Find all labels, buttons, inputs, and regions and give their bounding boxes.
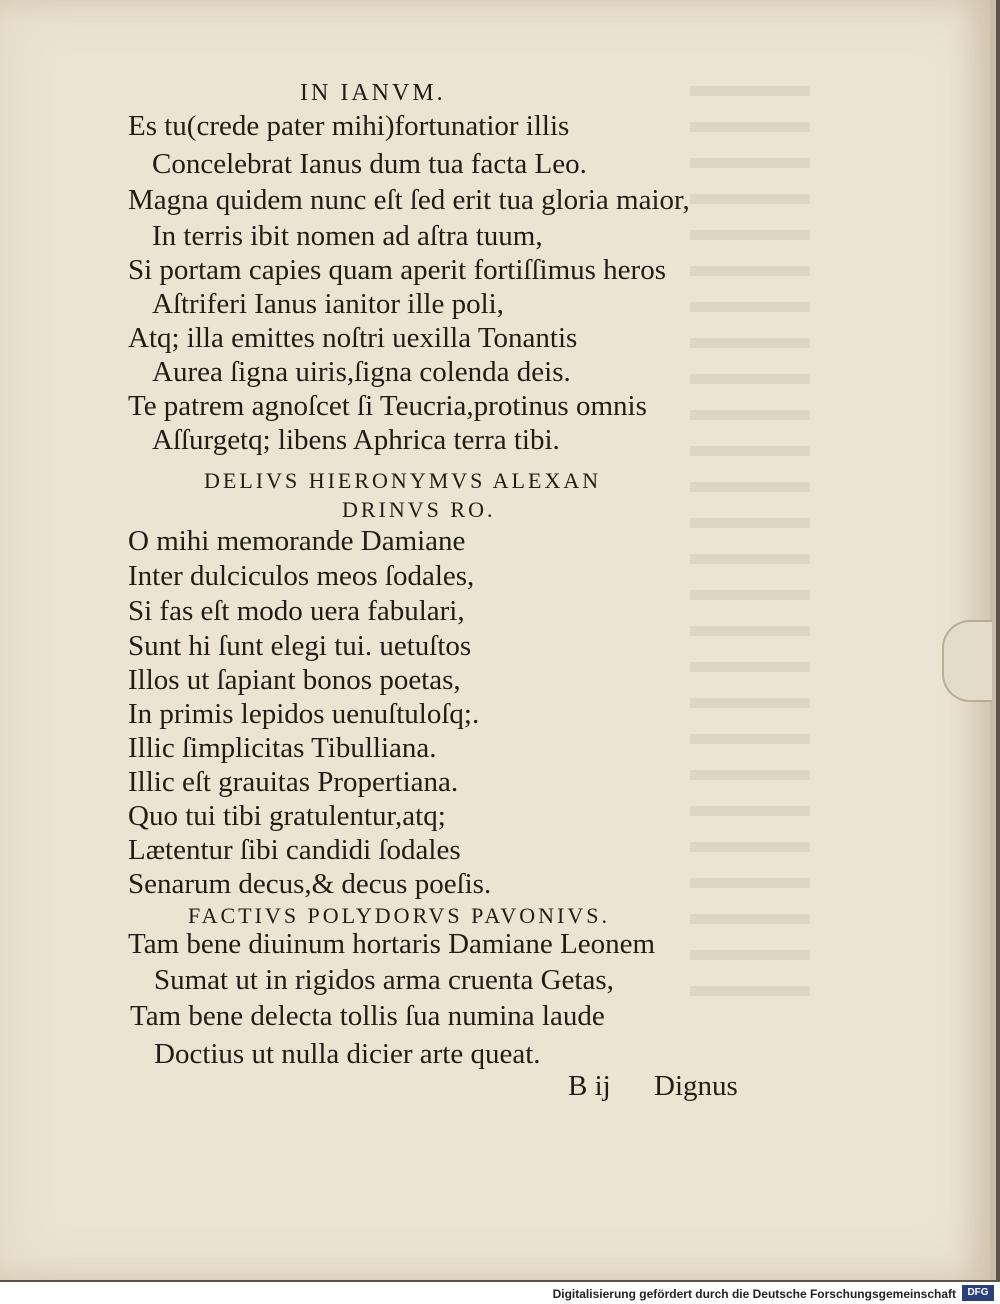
poem1-line-7: Atq; illa emittes noſtri uexilla Tonantis: [128, 322, 578, 354]
poem1-line-8: Aurea ſigna uiris,ſigna colenda deis.: [152, 356, 571, 388]
poem3-line-2: Sumat ut in rigidos arma cruenta Getas,: [154, 964, 614, 996]
heading-delius-1: DELIVS HIERONYMVS ALEXAN: [204, 468, 602, 493]
poem2-line-9: Quo tui tibi gratulentur,atq;: [128, 800, 446, 832]
poem1-line-6: Aſtriferi Ianus ianitor ille poli,: [152, 288, 504, 320]
poem2-line-11: Senarum decus,& decus poeſis.: [128, 868, 492, 900]
poem2-line-7: Illic ſimplicitas Tibulliana.: [128, 732, 437, 764]
poem2-line-6: In primis lepidos uenuſtuloſq;.: [128, 698, 480, 730]
poem2-line-2: Inter dulciculos meos ſodales,: [128, 560, 475, 592]
poem1-line-4: In terris ibit nomen ad aſtra tuum,: [152, 220, 543, 252]
poem1-line-5: Si portam capies quam aperit fortiſſimus heros: [128, 254, 666, 286]
poem2-line-3: Si fas eſt modo uera fabulari,: [128, 595, 465, 627]
poem2-line-8: Illic eſt grauitas Propertiana.: [128, 766, 459, 798]
footer-credit: Digitalisierung gefördert durch die Deutsche Forschungsgemeinschaft: [552, 1287, 956, 1301]
heading-delius-2: DRINVS RO.: [342, 497, 496, 522]
poem1-line-9: Te patrem agnoſcet ſi Teucria,protinus omnis: [128, 390, 647, 422]
poem2-line-4: Sunt hi ſunt elegi tui. uetuſtos: [128, 630, 472, 662]
poem2-line-10: Lætentur ſibi candidi ſodales: [128, 834, 461, 866]
catchword: Dignus: [654, 1070, 738, 1102]
heading-in-ianum: IN IANVM.: [300, 80, 446, 106]
poem2-line-5: Illos ut ſapiant bonos poetas,: [128, 664, 461, 696]
poem1-line-2: Concelebrat Ianus dum tua facta Leo.: [152, 148, 587, 180]
poem1-line-10: Aſſurgetq; libens Aphrica terra tibi.: [152, 424, 560, 456]
poem3-line-4: Doctius ut nulla dicier arte queat.: [154, 1038, 541, 1070]
signature-mark: B ij: [568, 1070, 611, 1102]
poem1-line-1: Es tu(crede pater mihi)fortunatior illis: [128, 110, 570, 142]
heading-factius: FACTIVS POLYDORVS PAVONIVS.: [188, 903, 610, 928]
poem3-line-1: Tam bene diuinum hortaris Damiane Leonem: [128, 928, 656, 960]
poem2-line-1: O mihi memorande Damiane: [128, 525, 466, 557]
poem3-line-3: Tam bene delecta tollis ſua numina laude: [130, 1000, 605, 1032]
poem1-line-3: Magna quidem nunc eſt ſed erit tua gloria maior,: [128, 184, 690, 216]
dfg-logo: DFG: [962, 1285, 994, 1301]
